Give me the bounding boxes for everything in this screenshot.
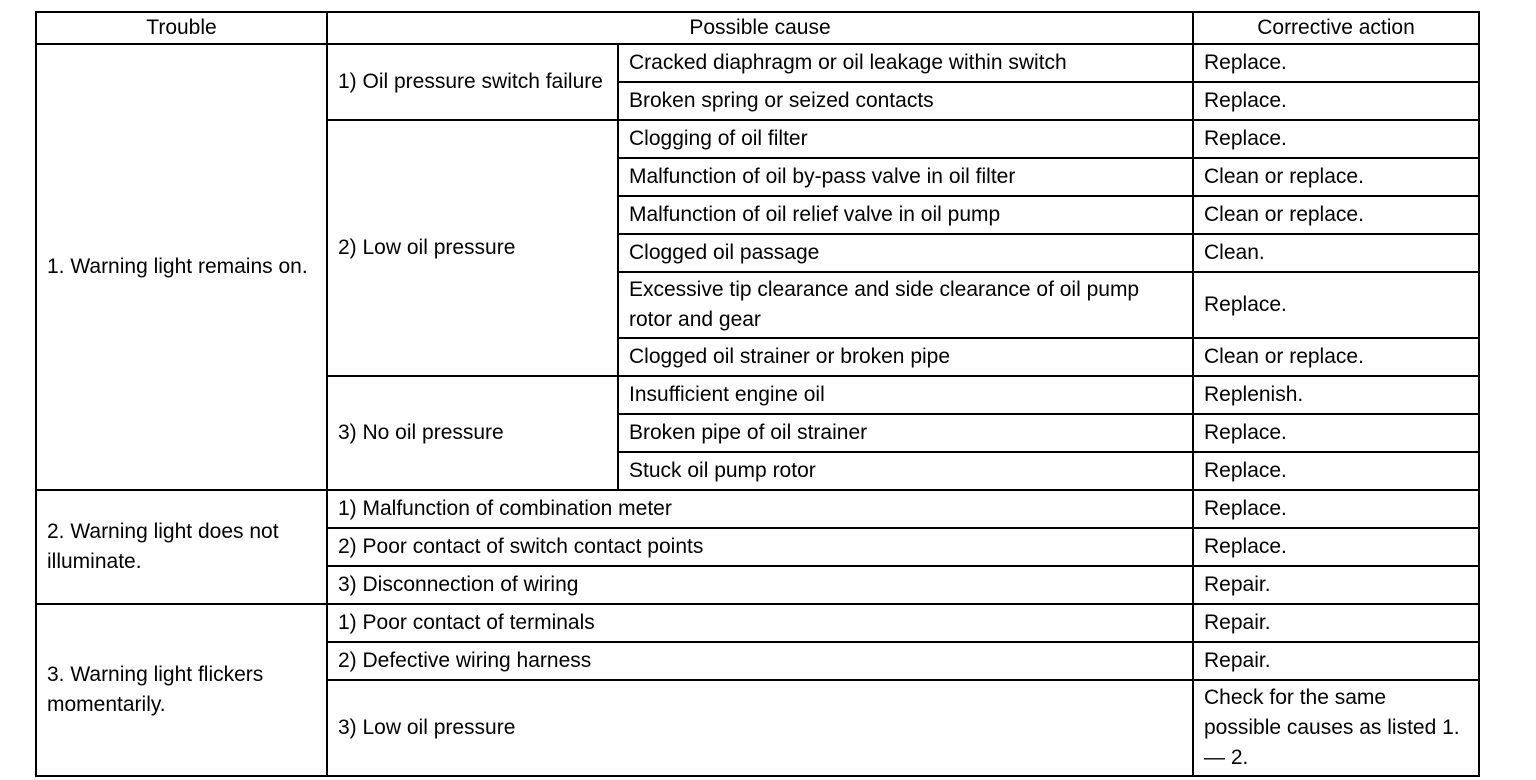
- cause-cell: 2) Defective wiring harness: [327, 642, 1193, 680]
- action-cell: Replace.: [1193, 414, 1479, 452]
- action-cell: Replace.: [1193, 44, 1479, 82]
- cause-group-cell: 3) No oil pressure: [327, 376, 618, 490]
- trouble-cell: 3. Warning light flickers momentarily.: [36, 604, 327, 776]
- cause-cell: Malfunction of oil by-pass valve in oil filter: [618, 158, 1193, 196]
- header-corrective-action: Corrective action: [1193, 12, 1479, 44]
- cause-cell: Clogging of oil filter: [618, 120, 1193, 158]
- action-cell: Replace.: [1193, 120, 1479, 158]
- header-row: [36, 12, 1479, 44]
- cause-cell: 3) Disconnection of wiring: [327, 566, 1193, 604]
- header-possible-cause: Possible cause: [327, 12, 1193, 44]
- cause-cell: 2) Poor contact of switch contact points: [327, 528, 1193, 566]
- table-row: [36, 490, 1479, 528]
- cause-cell: Broken pipe of oil strainer: [618, 414, 1193, 452]
- cause-cell: Cracked diaphragm or oil leakage within switch: [618, 44, 1193, 82]
- cause-cell: 1) Poor contact of terminals: [327, 604, 1193, 642]
- action-cell: Replace.: [1193, 452, 1479, 490]
- cause-cell: Clogged oil passage: [618, 234, 1193, 272]
- trouble-cell: 1. Warning light remains on.: [36, 44, 327, 490]
- cause-group-cell: 1) Oil pressure switch failure: [327, 44, 618, 120]
- cause-cell: 3) Low oil pressure: [327, 680, 1193, 776]
- cause-cell: Stuck oil pump rotor: [618, 452, 1193, 490]
- cause-group-cell: 2) Low oil pressure: [327, 120, 618, 376]
- action-cell: Clean.: [1193, 234, 1479, 272]
- action-cell: Replace.: [1193, 490, 1479, 528]
- action-cell: Replace.: [1193, 272, 1479, 338]
- action-cell: Clean or replace.: [1193, 338, 1479, 376]
- header-trouble: Trouble: [36, 12, 327, 44]
- action-cell: Clean or replace.: [1193, 196, 1479, 234]
- cause-cell: Malfunction of oil relief valve in oil pump: [618, 196, 1193, 234]
- cause-cell: Insufficient engine oil: [618, 376, 1193, 414]
- table-row: [36, 44, 1479, 82]
- action-cell: Repair.: [1193, 566, 1479, 604]
- action-cell: Replace.: [1193, 528, 1479, 566]
- cause-cell: 1) Malfunction of combination meter: [327, 490, 1193, 528]
- cause-cell: Broken spring or seized contacts: [618, 82, 1193, 120]
- trouble-cell: 2. Warning light does not illuminate.: [36, 490, 327, 604]
- action-cell: Replenish.: [1193, 376, 1479, 414]
- action-cell: Check for the same possible causes as listed 1. — 2.: [1193, 680, 1479, 776]
- cause-cell: Clogged oil strainer or broken pipe: [618, 338, 1193, 376]
- cause-cell: Excessive tip clearance and side clearance of oil pump rotor and gear: [618, 272, 1193, 338]
- action-cell: Clean or replace.: [1193, 158, 1479, 196]
- action-cell: Replace.: [1193, 82, 1479, 120]
- action-cell: Repair.: [1193, 642, 1479, 680]
- action-cell: Repair.: [1193, 604, 1479, 642]
- table-row: [36, 604, 1479, 642]
- troubleshooting-table: [35, 11, 1480, 777]
